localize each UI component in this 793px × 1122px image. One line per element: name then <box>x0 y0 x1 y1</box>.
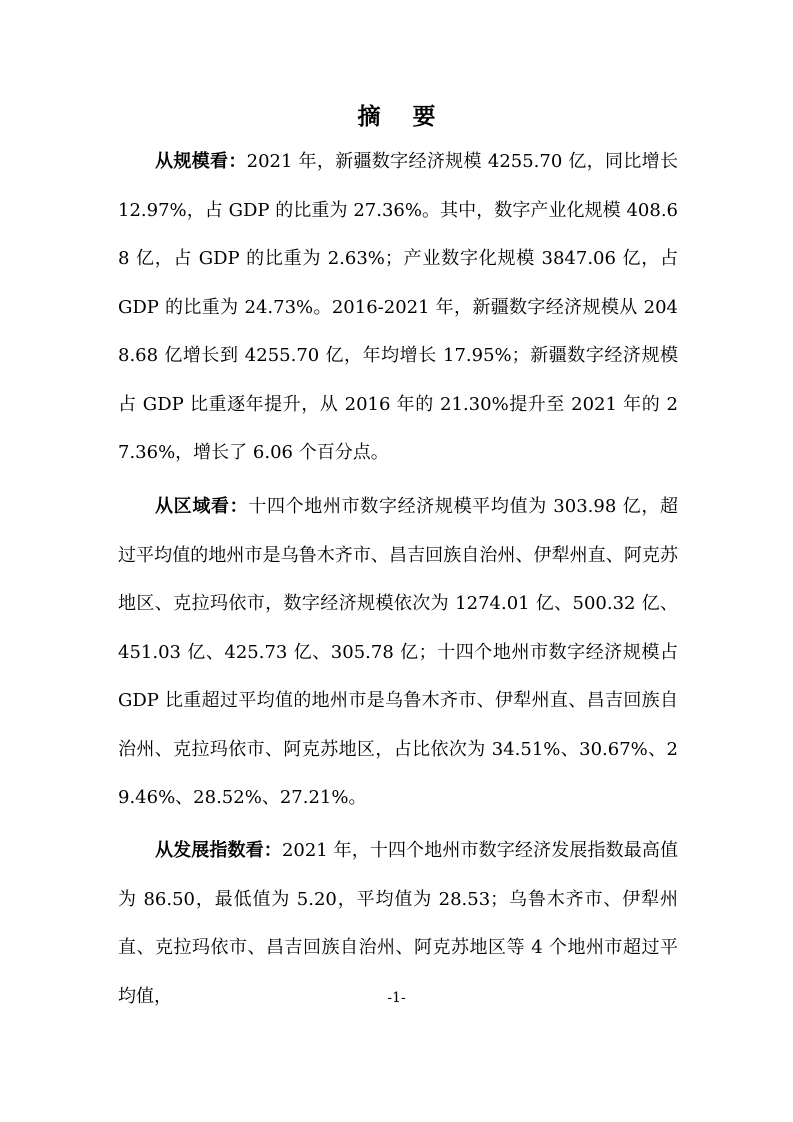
page-title: 摘 要 <box>357 104 448 130</box>
page-number: -1- <box>387 990 406 1006</box>
scale-paragraph <box>118 138 678 478</box>
scale-heading: 从规模看： <box>155 151 247 172</box>
region-heading: 从区域看： <box>155 496 249 517</box>
index-text: 2021 年，十四个地州市数字经济发展指数最高值为 86.50，最低值为 5.20，平均值为 28.53；乌鲁木齐市、伊犁州直、克拉玛依市、昌吉回族自治州、阿克苏地区等 4 个地州市超过平均值， <box>118 840 679 1007</box>
scale-text: 2021 年，新疆数字经济规模 4255.70 亿，同比增长 12.97%，占 GDP 的比重为 27.36%。其中，数字产业化规模 408.68 亿，占 GDP 的比重为 2.63%；产业数字化规模 3847.06 亿，占 GDP 的比重为 24.73%。2016-2021 年，新疆数字经济规模从 2048.68 亿增长到 4255.70 亿，年均增长 17.95%；新疆数字经济规模占 GDP 比重逐年提升，从 2016 年的 21.30%提升至 2021 年的 27.36%，增长了 6.06 个百分点。 <box>118 151 678 463</box>
index-heading: 从发展指数看： <box>155 840 282 861</box>
region-text: 十四个地州市数字经济规模平均值为 303.98 亿，超过平均值的地州市是乌鲁木齐市、昌吉回族自治州、伊犁州直、阿克苏地区、克拉玛依市，数字经济规模依次为 1274.01 亿、500.32 亿、451.03 亿、425.73 亿、305.78 亿；十四个地州市数字经济规模占 GDP 比重超过平均值的地州市是乌鲁木齐市、伊犁州直、昌吉回族自治州、克拉玛依市、阿克苏地区，占比依次为 34.51%、30.67%、29.46%、28.52%、27.21%。 <box>118 496 678 808</box>
region-paragraph <box>118 483 678 823</box>
